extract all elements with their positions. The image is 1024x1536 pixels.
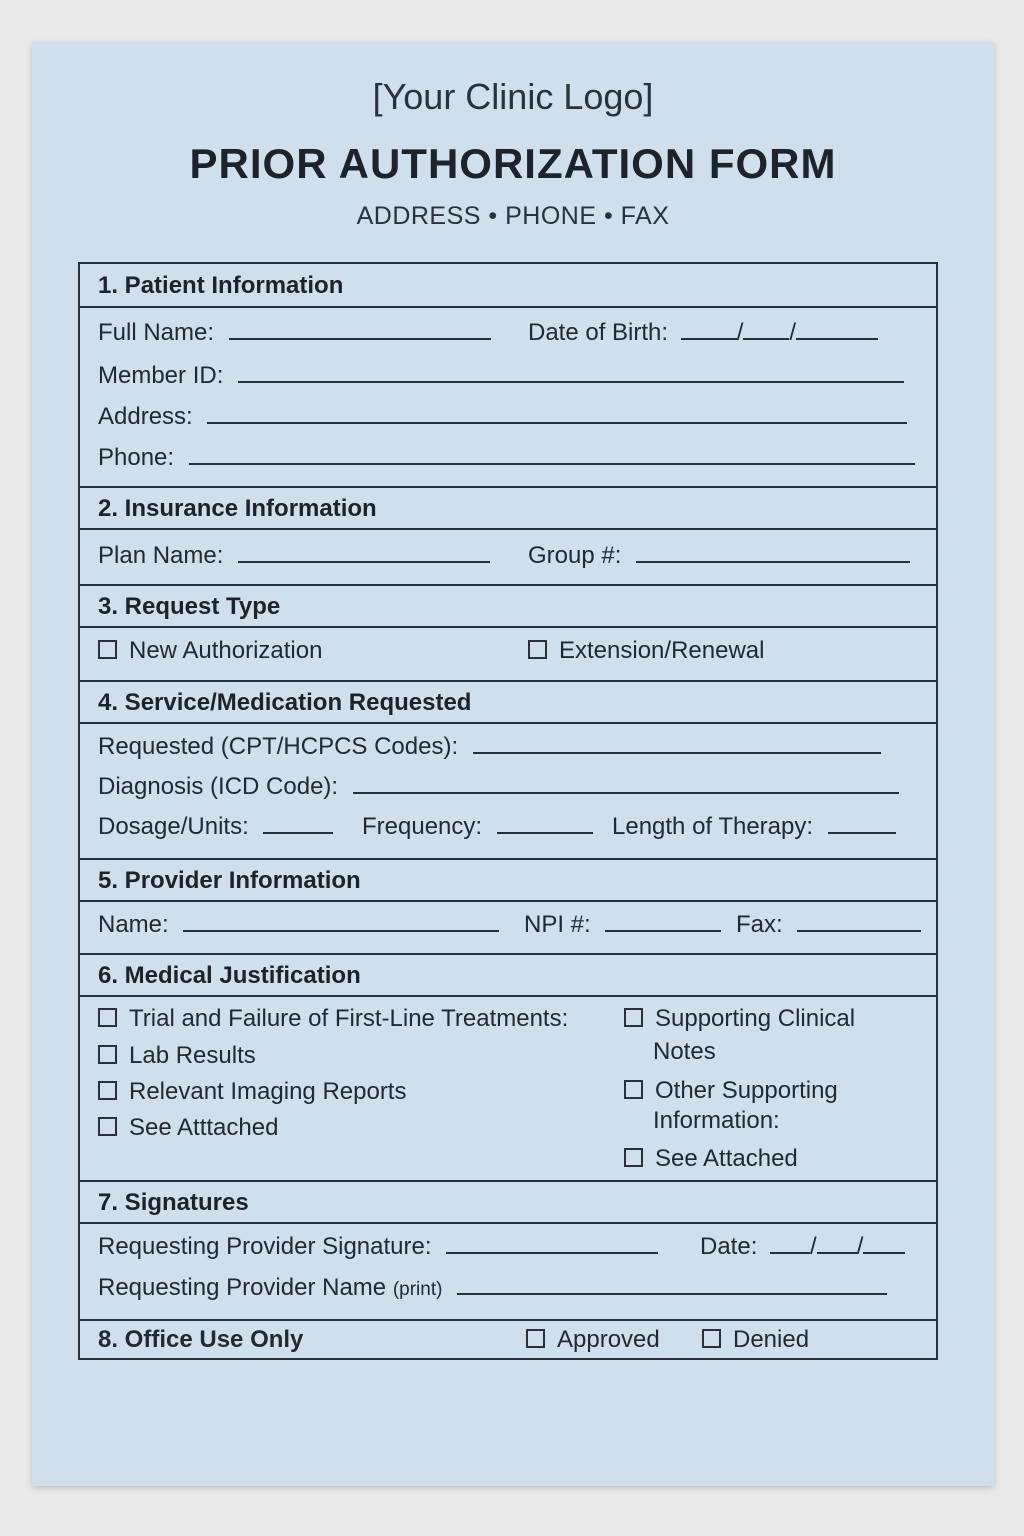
- requested-codes-label: Requested (CPT/HCPCS Codes):: [98, 733, 459, 760]
- section-request-title: 3. Request Type: [80, 584, 936, 628]
- section-insurance-title: 2. Insurance Information: [80, 486, 936, 530]
- phone-label: Phone:: [98, 444, 175, 471]
- full-name-field[interactable]: [98, 318, 491, 347]
- justification-clinical-notes-option[interactable]: [624, 1005, 855, 1033]
- denied-label: Denied: [733, 1326, 810, 1353]
- provider-fax-label: Fax:: [736, 911, 783, 938]
- group-line[interactable]: [636, 541, 910, 563]
- dosage-label: Dosage/Units:: [98, 813, 249, 840]
- requested-codes-field[interactable]: [98, 732, 881, 761]
- npi-field[interactable]: [524, 910, 721, 939]
- approved-option[interactable]: [526, 1326, 660, 1354]
- phone-field[interactable]: [98, 443, 915, 472]
- signature-date-slash: /: [856, 1233, 864, 1260]
- frequency-field[interactable]: [362, 812, 593, 841]
- provider-fax-field[interactable]: [736, 910, 921, 939]
- extension-renewal-label: Extension/Renewal: [559, 637, 765, 664]
- diagnosis-field[interactable]: [98, 772, 899, 801]
- provider-print-name-field[interactable]: [98, 1273, 887, 1302]
- justification-clinical-notes-label: Supporting Clinical: [655, 1005, 856, 1032]
- justification-clinical-notes-label-cont: Notes: [653, 1038, 716, 1065]
- clinic-logo-placeholder: [Your Clinic Logo]: [372, 76, 654, 117]
- address-label: Address:: [98, 403, 193, 430]
- section-office-divider: [80, 1319, 936, 1321]
- justification-trial-label: Trial and Failure of First-Line Treatments:: [129, 1005, 569, 1032]
- length-of-therapy-label: Length of Therapy:: [612, 813, 814, 840]
- provider-name-line[interactable]: [183, 910, 499, 932]
- provider-fax-line[interactable]: [797, 910, 921, 932]
- full-name-line[interactable]: [229, 318, 491, 340]
- justification-see-attached-left-option[interactable]: [98, 1114, 278, 1142]
- signature-date-year-line[interactable]: [863, 1232, 905, 1254]
- extension-renewal-option[interactable]: [528, 637, 764, 665]
- requested-codes-line[interactable]: [473, 732, 881, 754]
- plan-name-field[interactable]: [98, 541, 490, 570]
- dosage-field[interactable]: [98, 812, 333, 841]
- justification-trial-checkbox[interactable]: [98, 1008, 117, 1027]
- extension-renewal-checkbox[interactable]: [528, 640, 547, 659]
- justification-see-attached-left-label: See Atttached: [129, 1114, 279, 1141]
- section-justification-title: 6. Medical Justification: [80, 953, 936, 997]
- new-authorization-option[interactable]: [98, 637, 322, 665]
- signature-date-day-line[interactable]: [817, 1232, 857, 1254]
- dob-label: Date of Birth:: [528, 319, 669, 346]
- signature-date-slash: /: [810, 1233, 817, 1260]
- justification-see-attached-right-checkbox[interactable]: [624, 1148, 643, 1167]
- form-title: PRIOR AUTHORIZATION FORM: [189, 140, 837, 187]
- diagnosis-line[interactable]: [353, 772, 899, 794]
- dob-year-line[interactable]: [796, 318, 878, 340]
- section-office-title: 8. Office Use Only: [98, 1326, 304, 1353]
- section-provider-title: 5. Provider Information: [80, 858, 936, 902]
- section-service-title: 4. Service/Medication Requested: [80, 680, 936, 724]
- form-paper: [32, 42, 994, 1486]
- plan-name-line[interactable]: [238, 541, 490, 563]
- dob-month-line[interactable]: [681, 318, 737, 340]
- approved-checkbox[interactable]: [526, 1329, 545, 1348]
- length-of-therapy-field[interactable]: [612, 812, 896, 841]
- signature-date-label: Date:: [700, 1233, 758, 1260]
- member-id-field[interactable]: [98, 361, 904, 390]
- plan-name-label: Plan Name:: [98, 542, 224, 569]
- justification-trial-option[interactable]: [98, 1005, 568, 1033]
- print-hint: (print): [392, 1279, 443, 1300]
- approved-label: Approved: [557, 1326, 660, 1353]
- frequency-line[interactable]: [497, 812, 593, 834]
- npi-label: NPI #:: [524, 911, 591, 938]
- dob-field[interactable]: [528, 318, 878, 347]
- group-label: Group #:: [528, 542, 622, 569]
- signature-date-field[interactable]: [700, 1232, 905, 1261]
- signature-date-month-line[interactable]: [770, 1232, 810, 1254]
- dosage-line[interactable]: [263, 812, 333, 834]
- provider-name-field[interactable]: [98, 910, 499, 939]
- justification-imaging-option[interactable]: [98, 1078, 406, 1106]
- justification-clinical-notes-checkbox[interactable]: [624, 1008, 643, 1027]
- frequency-label: Frequency:: [362, 813, 483, 840]
- group-field[interactable]: [528, 541, 910, 570]
- npi-line[interactable]: [605, 910, 721, 932]
- justification-lab-option[interactable]: [98, 1042, 256, 1070]
- justification-imaging-label: Relevant Imaging Reports: [129, 1078, 407, 1105]
- form-table: [78, 262, 938, 1360]
- length-of-therapy-line[interactable]: [828, 812, 896, 834]
- justification-lab-checkbox[interactable]: [98, 1045, 117, 1064]
- justification-imaging-checkbox[interactable]: [98, 1081, 117, 1100]
- dob-day-line[interactable]: [743, 318, 789, 340]
- member-id-line[interactable]: [238, 361, 904, 383]
- denied-option[interactable]: [702, 1326, 809, 1354]
- member-id-label: Member ID:: [98, 362, 224, 389]
- section-signatures-title: 7. Signatures: [80, 1180, 936, 1224]
- provider-signature-field[interactable]: [98, 1232, 658, 1261]
- full-name-label: Full Name:: [98, 319, 215, 346]
- provider-signature-line[interactable]: [446, 1232, 658, 1254]
- justification-other-checkbox[interactable]: [624, 1080, 643, 1099]
- justification-other-option[interactable]: [624, 1077, 838, 1105]
- dob-slash: /: [736, 319, 744, 346]
- new-authorization-label: New Authorization: [129, 637, 323, 664]
- justification-see-attached-left-checkbox[interactable]: [98, 1117, 117, 1136]
- justification-see-attached-right-label: See Attached: [655, 1145, 798, 1172]
- provider-signature-label: Requesting Provider Signature:: [98, 1233, 432, 1260]
- provider-print-name-label: Requesting Provider Name: [98, 1274, 387, 1301]
- provider-print-name-line[interactable]: [457, 1273, 887, 1295]
- new-authorization-checkbox[interactable]: [98, 640, 117, 659]
- diagnosis-label: Diagnosis (ICD Code):: [98, 773, 339, 800]
- provider-name-label: Name:: [98, 911, 169, 938]
- denied-checkbox[interactable]: [702, 1329, 721, 1348]
- justification-other-label-cont: Information:: [653, 1107, 780, 1134]
- section-patient-title: 1. Patient Information: [80, 264, 936, 308]
- justification-see-attached-right-option[interactable]: [624, 1145, 798, 1173]
- address-field[interactable]: [98, 402, 907, 431]
- contact-line: ADDRESS • PHONE • FAX: [356, 202, 670, 230]
- address-line[interactable]: [207, 402, 907, 424]
- phone-line[interactable]: [189, 443, 915, 465]
- justification-other-label: Other Supporting: [655, 1077, 838, 1104]
- dob-slash: /: [789, 319, 797, 346]
- justification-lab-label: Lab Results: [129, 1042, 256, 1069]
